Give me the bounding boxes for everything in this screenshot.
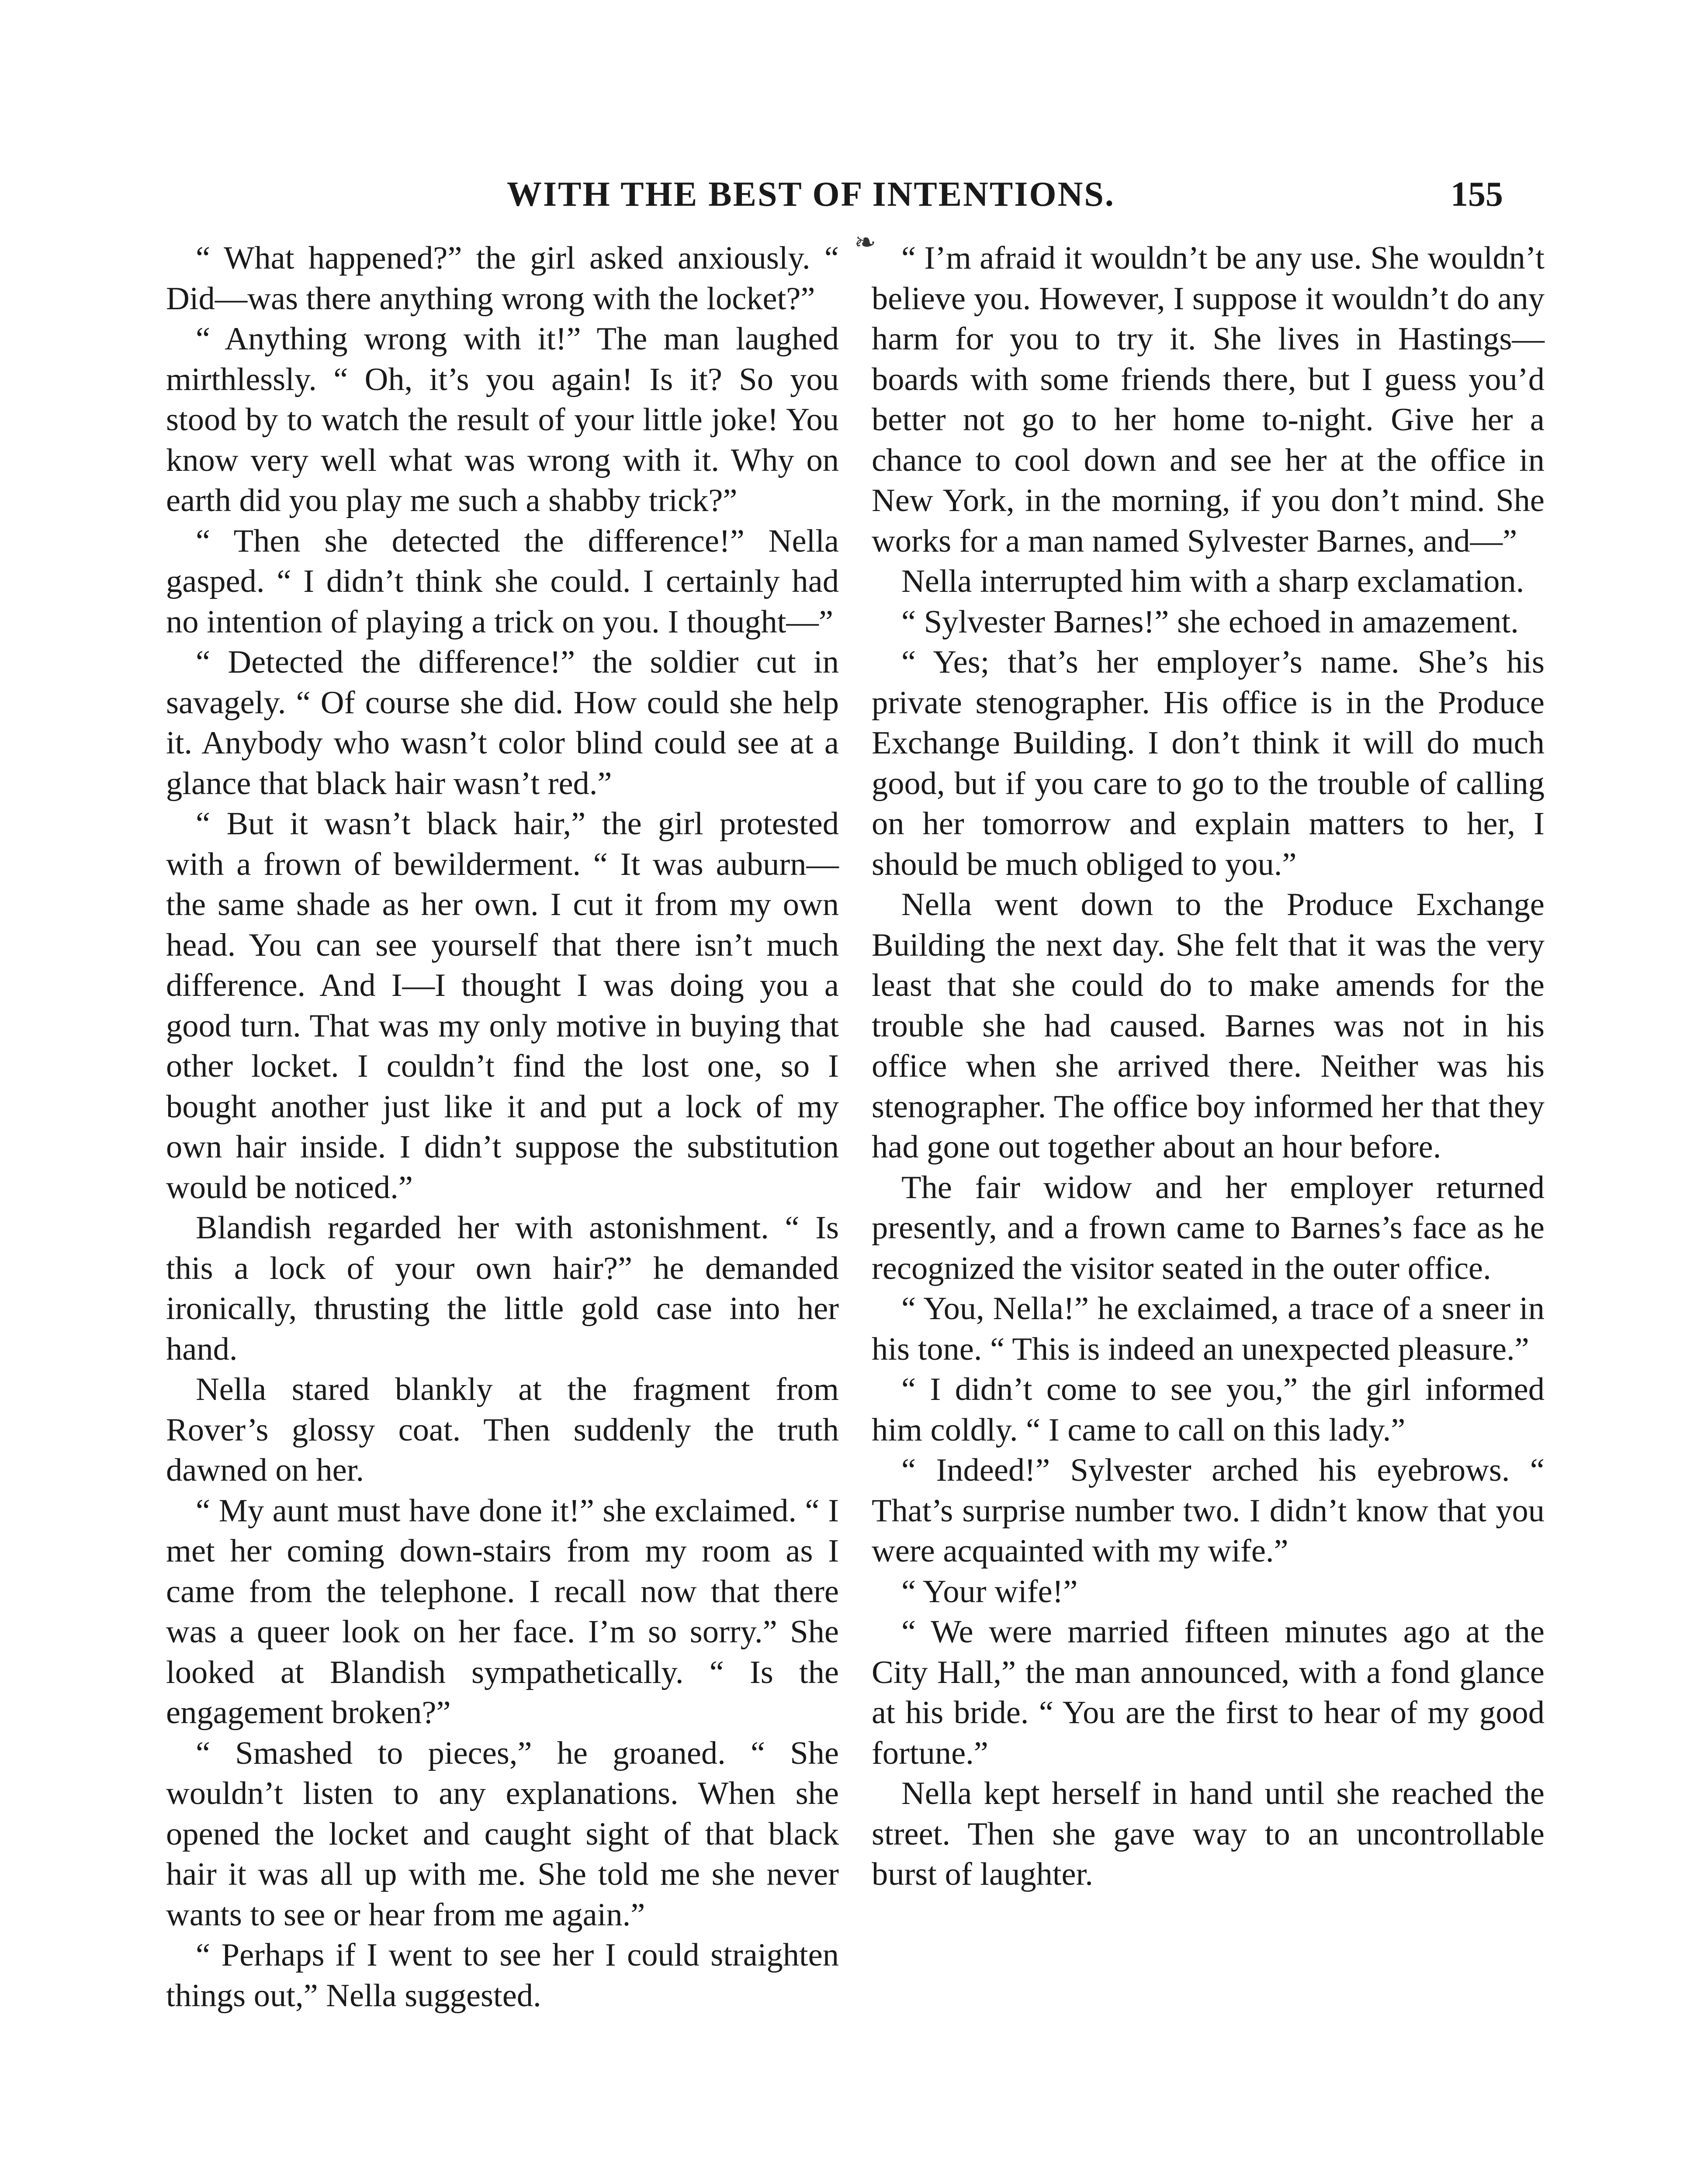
paragraph: “ I’m afraid it wouldn’t be any use. She wouldn’t believe you. However, I suppose it wouldn’t do any harm for you to try it. She lives in Hastings—boards with some friends there, but I guess you’d better not go to her home to-night. Give her a chance to cool down and see her at the office in New York, in the morning, if you don’t mind. She works for a man named Sylvester Barnes, and—”	[872, 240, 1545, 559]
paragraph: Nella kept herself in hand until she reached the street. Then she gave way to an uncontrollable burst of laughter.	[872, 1776, 1545, 1892]
paragraph: “ Perhaps if I went to see her I could straighten things out,” Nella suggested.	[166, 1937, 839, 2014]
paragraph: “ Indeed!” Sylvester arched his eyebrows. “ That’s surprise number two. I didn’t know that you were acquainted with my wife.”	[872, 1452, 1545, 1569]
paragraph: “ Detected the difference!” the soldier cut in savagely. “ Of course she did. How could she help it. Anybody who wasn’t color blind could see at a glance that black hair wasn’t red.”	[166, 644, 839, 802]
paragraph: “ Your wife!”	[901, 1573, 1078, 1610]
paragraph: “ We were married fifteen minutes ago at the City Hall,” the man announced, with a fond glance at his bride. “ You are the first to hear of my good fortune.”	[872, 1614, 1545, 1771]
paragraph: “ My aunt must have done it!” she exclaimed. “ I met her coming down-stairs from my room as I came from the telephone. I recall now that there was a queer look on her face. I’m so sorry.” She looked at Blandish sympathetically. “ Is the engagement broken?”	[166, 1493, 839, 1731]
paragraph: “ Anything wrong with it!” The man laughed mirthlessly. “ Oh, it’s you again! Is it? So you stood by to watch the result of your little joke! You know very well what was wrong with it. Why on earth did you play me such a shabby trick?”	[166, 321, 839, 518]
paragraph: “ Smashed to pieces,” he groaned. “ She wouldn’t listen to any explanations. When she opened the locket and caught sight of that black hair it was all up with me. She told me she never wants to see or hear from me again.”	[166, 1735, 839, 1933]
paragraph: “ What happened?” the girl asked anxiously. “ Did—was there anything wrong with the locket?”	[166, 240, 839, 317]
left-column	[166, 238, 839, 2016]
paragraph: Blandish regarded her with astonishment. “ Is this a lock of your own hair?” he demanded ironically, thrusting the little gold case into her hand.	[166, 1210, 839, 1367]
paragraph: The fair widow and her employer returned presently, and a frown came to Barnes’s face as he recognized the visitor seated in the outer office.	[872, 1169, 1545, 1286]
paragraph: Nella interrupted him with a sharp exclamation.	[901, 563, 1524, 599]
paragraph: Nella stared blankly at the fragment from Rover’s glossy coat. Then suddenly the truth dawned on her.	[166, 1372, 839, 1488]
paragraph: “ But it wasn’t black hair,” the girl protested with a frown of bewilderment. “ It was auburn—the same shade as her own. I cut it from my own head. You can see yourself that there isn’t much difference. And I—I thought I was doing you a good turn. That was my only motive in buying that other locket. I couldn’t find the lost one, so I bought another just like it and put a lock of my own hair inside. I didn’t suppose the substitution would be noticed.”	[166, 806, 839, 1206]
paragraph: “ Yes; that’s her employer’s name. She’s his private stenographer. His office is in the Produce Exchange Building. I don’t think it will do much good, but if you care to go to the trouble of calling on her tomorrow and explain matters to her, I should be much obliged to you.”	[872, 644, 1545, 882]
ornament-mark: ❧	[854, 228, 876, 257]
paragraph: Nella went down to the Produce Exchange Building the next day. She felt that it was the very least that she could do to make amends for the trouble she had caused. Barnes was not in his office when she arrived there. Neither was his stenographer. The office boy informed her that they had gone out together about an hour before.	[872, 887, 1545, 1165]
running-header: WITH THE BEST OF INTENTIONS.	[507, 175, 1115, 214]
right-column	[872, 238, 1545, 1895]
paragraph: “ I didn’t come to see you,” the girl informed him coldly. “ I came to call on this lady.”	[872, 1372, 1545, 1448]
paragraph: “ Then she detected the difference!” Nella gasped. “ I didn’t think she could. I certainly had no intention of playing a trick on you. I thought—”	[166, 523, 839, 640]
page-number: 155	[1451, 175, 1503, 214]
paragraph: “ Sylvester Barnes!” she echoed in amazement.	[901, 604, 1519, 640]
paragraph: “ You, Nella!” he exclaimed, a trace of a sneer in his tone. “ This is indeed an unexpected pleasure.”	[872, 1291, 1545, 1367]
